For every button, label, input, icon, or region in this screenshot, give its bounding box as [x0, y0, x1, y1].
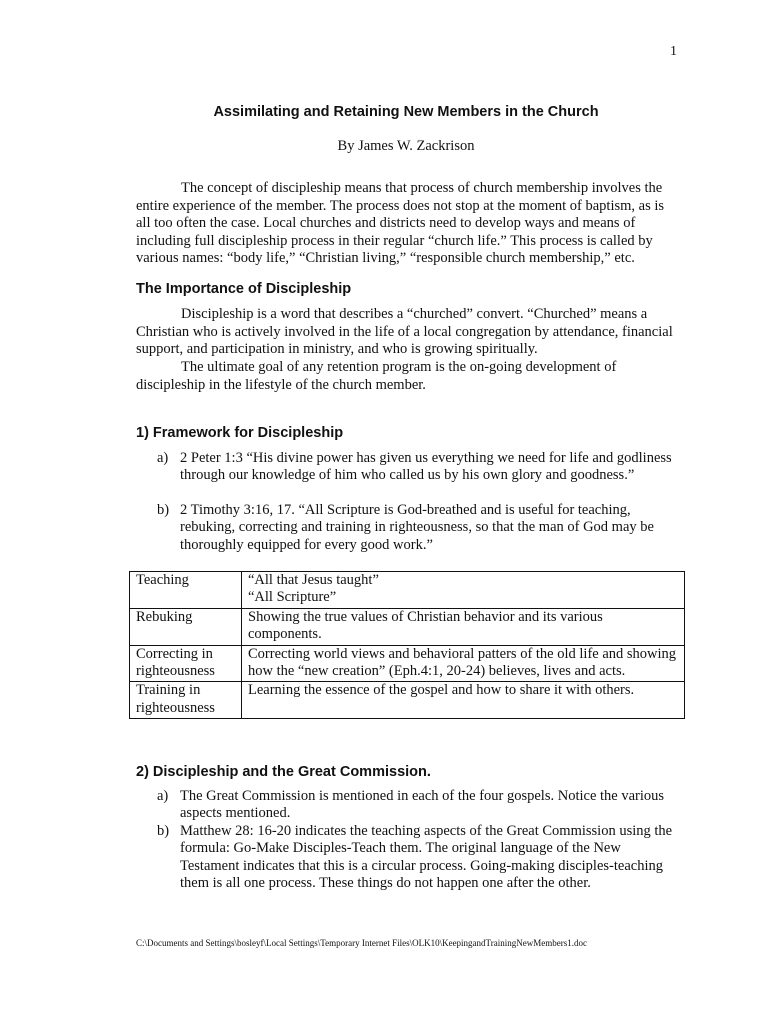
list-item — [157, 788, 682, 823]
table-row — [130, 645, 685, 682]
list-marker: b) — [157, 823, 170, 839]
document-title: Assimilating and Retaining New Members in the Church — [213, 104, 599, 120]
list-item-text: 2 Peter 1:3 “His divine power has given us everything we need for life and godliness through our knowledge of him who called us by his own glory and goodness.” — [180, 450, 672, 484]
table-cell-description: Showing the true values of Christian behavior and its various components. — [242, 608, 685, 645]
list-item-text: Matthew 28: 16-20 indicates the teaching aspects of the Great Commission using the formula: Go-Make Disciples-Teach them. The original language of the New Testament indicates that this is a circular process. Going-making disciples-teaching them is all one process. These things do not happen one after the other. — [180, 823, 673, 892]
table-row — [130, 572, 685, 609]
page-number: 1 — [670, 44, 677, 59]
section-heading-framework: 1) Framework for Discipleship — [136, 425, 344, 441]
list-item-text: 2 Timothy 3:16, 17. “All Scripture is God-breathed and is useful for teaching, rebuking, correcting and training in righteousness, so that the man of God may be thoroughly equipped for every good work.” — [180, 502, 654, 553]
table-cell-term: Rebuking — [130, 608, 242, 645]
section-heading-commission: 2) Discipleship and the Great Commission. — [136, 764, 431, 780]
list-item — [157, 823, 682, 893]
description-line: “All that Jesus taught” — [248, 572, 379, 588]
intro-paragraph: The concept of discipleship means that process of church membership involves the entire experience of the member. The process does not stop at the moment of baptism, as is all too often the case. Local churches and districts need to develop ways and means of including full discipleship process in their regular “church life.” This process is called by various names: “body life,” “Christian living,” “responsible church membership,” etc. — [136, 180, 665, 267]
list-item — [157, 502, 682, 554]
file-path-footer: C:\Documents and Settings\bosleyf\Local Settings\Temporary Internet Files\OLK10\KeepingandTrainingNewMembers1.doc — [136, 938, 587, 948]
author-byline: By James W. Zackrison — [337, 138, 475, 154]
table-cell-description: Learning the essence of the gospel and how to share it with others. — [242, 682, 685, 719]
table-cell-term: Correcting in righteousness — [130, 645, 242, 682]
list-marker: b) — [157, 502, 170, 518]
description-line: “All Scripture” — [248, 589, 337, 606]
table-cell-term: Teaching — [130, 572, 242, 609]
framework-table — [129, 571, 685, 719]
list-marker: a) — [157, 788, 169, 804]
section-heading-importance: The Importance of Discipleship — [136, 281, 352, 297]
table-cell-term: Training in righteousness — [130, 682, 242, 719]
table-cell-description — [242, 572, 685, 609]
table-row — [130, 608, 685, 645]
list-marker: a) — [157, 450, 169, 466]
importance-paragraph-2: The ultimate goal of any retention program is the on-going development of discipleship in the lifestyle of the church member. — [136, 359, 617, 393]
table-row — [130, 682, 685, 719]
list-item — [157, 450, 682, 485]
table-cell-description: Correcting world views and behavioral patters of the old life and showing how the “new creation” (Eph.4:1, 20-24) believes, lives and acts. — [242, 645, 685, 682]
importance-paragraph-1: Discipleship is a word that describes a “churched” convert. “Churched” means a Christian who is actively involved in the life of a local congregation by attendance, financial support, and participation in ministry, and who is growing spiritually. — [136, 306, 673, 358]
list-item-text: The Great Commission is mentioned in each of the four gospels. Notice the various aspects mentioned. — [180, 788, 665, 822]
